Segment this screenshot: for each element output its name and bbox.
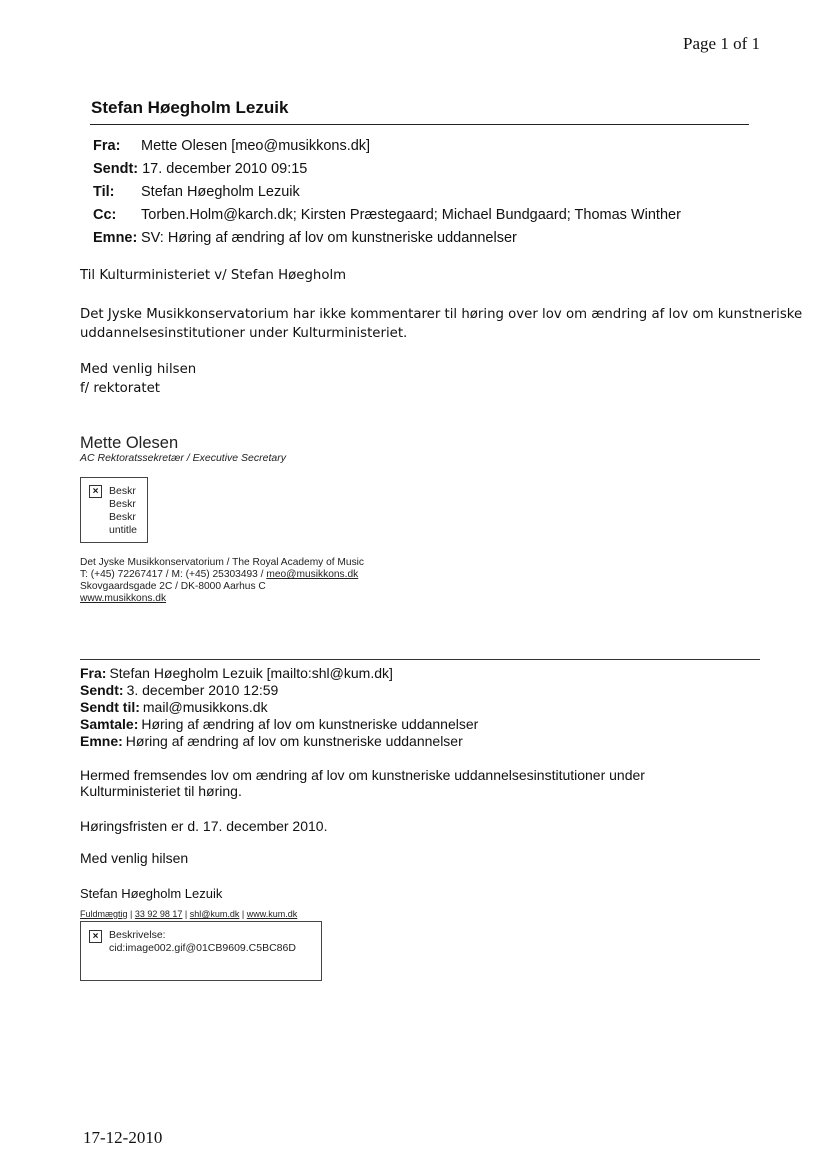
header-to-value: Stefan Høegholm Lezuik	[141, 184, 300, 200]
missing-image-placeholder	[80, 477, 148, 543]
fwd-contact-line	[80, 909, 297, 919]
header-to	[93, 183, 300, 201]
signature-phone: T: (+45) 72267417 / M: (+45) 25303493 /	[80, 569, 267, 580]
fwd-sender-name: Stefan Høegholm Lezuik	[80, 886, 223, 901]
greeting: Til Kulturministeriet v/ Stefan Høegholm	[80, 268, 347, 283]
header-sent-label: Sendt:	[93, 161, 139, 177]
header-from-value: Mette Olesen [meo@musikkons.dk]	[141, 138, 371, 154]
header-sent-value: 17. december 2010 09:15	[142, 161, 308, 177]
fwd-header-subject-label: Emne:	[80, 733, 123, 749]
header-cc	[93, 206, 681, 224]
page-number: Page 1 of 1	[683, 34, 760, 53]
fwd-closing: Med venlig hilsen	[80, 850, 189, 866]
forward-divider	[80, 659, 760, 660]
signature-name: Mette Olesen	[80, 434, 179, 452]
fwd-contact-title: Fuldmægtig	[80, 909, 128, 919]
header-cc-value: Torben.Holm@karch.dk; Kirsten Præstegaard; Michael Bundgaard; Thomas Winther	[141, 207, 681, 223]
body-line-2: uddannelsesinstitutioner under Kulturministeriet.	[80, 326, 408, 341]
closing: Med venlig hilsen	[80, 362, 197, 377]
signature-contact	[80, 569, 358, 581]
header-subject-label: Emne:	[93, 230, 138, 246]
header-subject	[93, 229, 517, 247]
fwd-contact-web-link[interactable]: www.kum.dk	[246, 909, 298, 919]
fwd-header-sent	[80, 682, 278, 699]
fwd-broken-image-icon: ×	[89, 930, 102, 943]
fwd-body-line-1: Hermed fremsendes lov om ændring af lov om kunstneriske uddannelsesinstitutioner under	[80, 767, 645, 783]
title-divider	[90, 124, 749, 125]
fwd-image-alt-line-2: cid:image002.gif@01CB9609.C5BC86D	[109, 942, 296, 954]
fwd-contact-sep-3: |	[239, 909, 247, 919]
fwd-header-subject-value: Høring af ændring af lov om kunstneriske uddannelser	[125, 733, 463, 749]
fwd-missing-image-placeholder	[80, 921, 322, 981]
fwd-header-conversation	[80, 716, 478, 733]
header-sent	[93, 160, 307, 178]
signature-email-link[interactable]: meo@musikkons.dk	[266, 569, 359, 580]
fwd-header-from	[80, 665, 393, 682]
fwd-header-from-value: Stefan Høegholm Lezuik [mailto:shl@kum.dk]	[109, 665, 393, 681]
image-alt-line-3: Beskr	[109, 511, 136, 523]
body-line-1: Det Jyske Musikkonservatorium har ikke kommentarer til høring over lov om ændring af lov om kunstneriske	[80, 307, 803, 322]
fwd-header-conversation-value: Høring af ændring af lov om kunstneriske uddannelser	[141, 716, 479, 732]
fwd-deadline: Høringsfristen er d. 17. december 2010.	[80, 818, 328, 834]
fwd-header-sent-value: 3. december 2010 12:59	[126, 682, 279, 698]
broken-image-icon: ×	[89, 485, 102, 498]
fwd-header-from-label: Fra:	[80, 665, 107, 681]
fwd-contact-phone: 33 92 98 17	[134, 909, 183, 919]
fwd-contact-sep-1: |	[127, 909, 135, 919]
fwd-contact-email-link[interactable]: shl@kum.dk	[189, 909, 240, 919]
signature-web-link[interactable]: www.musikkons.dk	[80, 593, 167, 604]
footer-date: 17-12-2010	[83, 1128, 163, 1147]
fwd-header-to	[80, 699, 268, 716]
header-from-label: Fra:	[93, 138, 121, 154]
closing-sub: f/ rektoratet	[80, 381, 161, 396]
fwd-body-line-2: Kulturministeriet til høring.	[80, 783, 242, 799]
signature-address: Skovgaardsgade 2C / DK-8000 Aarhus C	[80, 581, 266, 592]
image-alt-line-2: Beskr	[109, 498, 136, 510]
signature-role: AC Rektoratssekretær / Executive Secretary	[80, 452, 286, 464]
fwd-header-conversation-label: Samtale:	[80, 716, 139, 732]
fwd-contact-sep-2: |	[182, 909, 190, 919]
header-subject-value: SV: Høring af ændring af lov om kunstneriske uddannelser	[141, 230, 517, 246]
fwd-header-subject	[80, 733, 463, 750]
image-alt-line-4: untitle	[109, 524, 138, 536]
header-to-label: Til:	[93, 184, 115, 200]
signature-org: Det Jyske Musikkonservatorium / The Royal Academy of Music	[80, 557, 365, 568]
header-from	[93, 137, 370, 155]
fwd-header-to-value: mail@musikkons.dk	[142, 699, 268, 715]
message-title: Stefan Høegholm Lezuik	[91, 98, 289, 117]
fwd-image-alt-line-1: Beskrivelse:	[109, 929, 166, 941]
header-cc-label: Cc:	[93, 207, 117, 223]
image-alt-line-1: Beskr	[109, 485, 136, 497]
fwd-header-to-label: Sendt til:	[80, 699, 140, 715]
fwd-header-sent-label: Sendt:	[80, 682, 124, 698]
